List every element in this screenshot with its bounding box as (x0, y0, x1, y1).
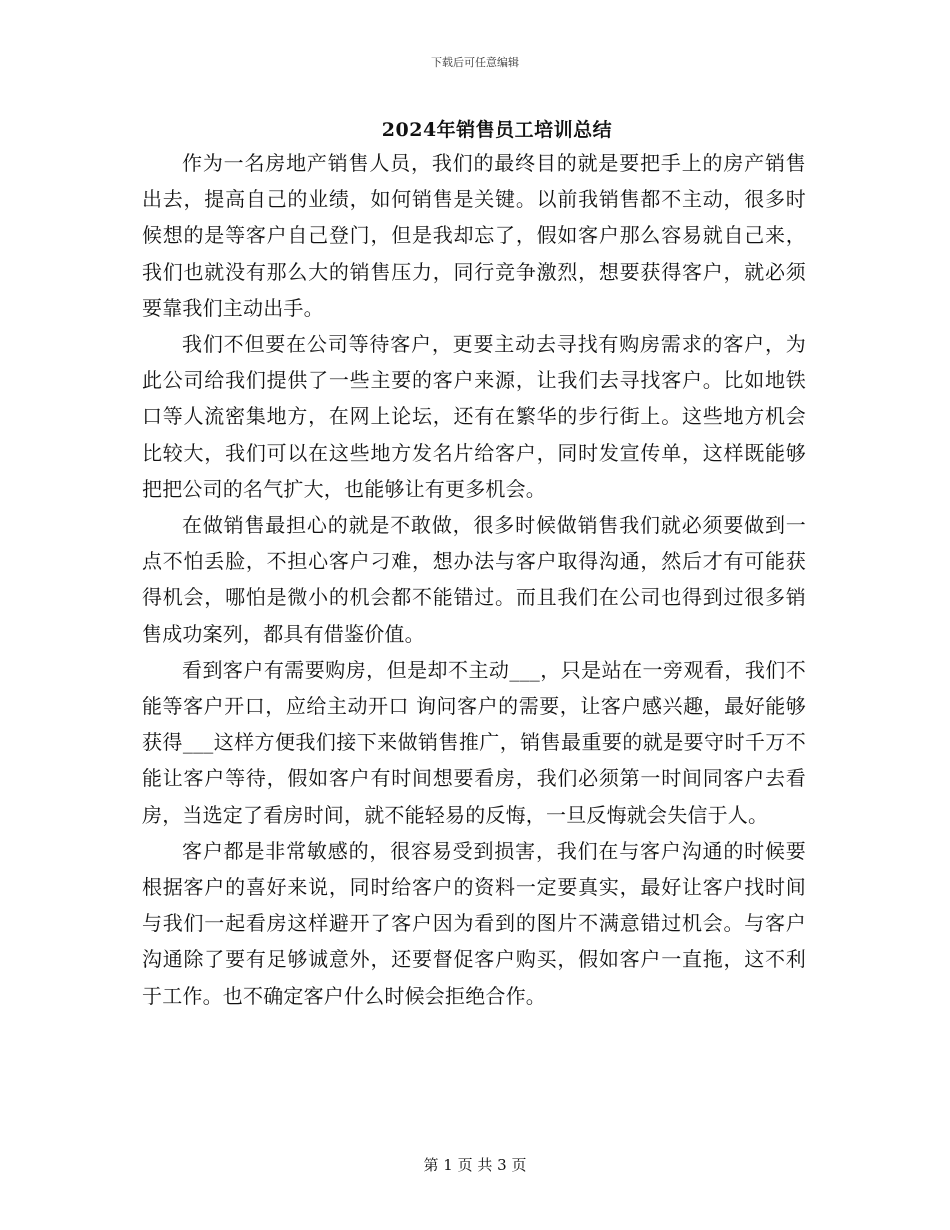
document-body (142, 145, 806, 1014)
page-footer: 第 1 页 共 3 页 (423, 1156, 527, 1174)
paragraph: 我们不但要在公司等待客户，更要主动去寻找有购房需求的客户，为此公司给我们提供了一些主要的客户来源，让我们去寻找客户。比如地铁口等人流密集地方，在网上论坛，还有在繁华的步行街上。这些地方机会比较大，我们可以在这些地方发名片给客户，同时发宣传单，这样既能够把把公司的名气扩大，也能够让有更多机会。 (142, 332, 806, 501)
paragraph: 看到客户有需要购房，但是却不主动___，只是站在一旁观看，我们不能等客户开口，应给主动开口 询问客户的需要，让客户感兴趣，最好能够获得___这样方便我们接下来做销售推广，销售最重要的就是要守时千万不能让客户等待，假如客户有时间想要看房，我们必须第一时间同客户去看房，当选定了看房时间，就不能轻易的反悔，一旦反悔就会失信于人。 (142, 657, 806, 827)
paragraph: 作为一名房地产销售人员，我们的最终目的就是要把手上的房产销售出去，提高自己的业绩，如何销售是关键。以前我销售都不主动，很多时候想的是等客户自己登门，但是我却忘了，假如客户那么容易就自己来，我们也就没有那么大的销售压力，同行竞争激烈，想要获得客户，就必须要靠我们主动出手。 (142, 151, 806, 320)
header-note: 下载后可任意编辑 (431, 56, 519, 69)
document-title: 2024年销售员工培训总结 (381, 119, 613, 141)
paragraph: 客户都是非常敏感的，很容易受到损害，我们在与客户沟通的时候要根据客户的喜好来说，同时给客户的资料一定要真实，最好让客户找时间与我们一起看房这样避开了客户因为看到的图片不满意错过机会。与客户沟通除了要有足够诚意外，还要督促客户购买，假如客户一直拖，这不利于工作。也不确定客户什么时候会拒绝合作。 (142, 838, 806, 1008)
paragraph: 在做销售最担心的就是不敢做，很多时候做销售我们就必须要做到一点不怕丢脸，不担心客户刁难，想办法与客户取得沟通，然后才有可能获得机会，哪怕是微小的机会都不能错过。而且我们在公司也得到过很多销售成功案列，都具有借鉴价值。 (142, 513, 806, 646)
